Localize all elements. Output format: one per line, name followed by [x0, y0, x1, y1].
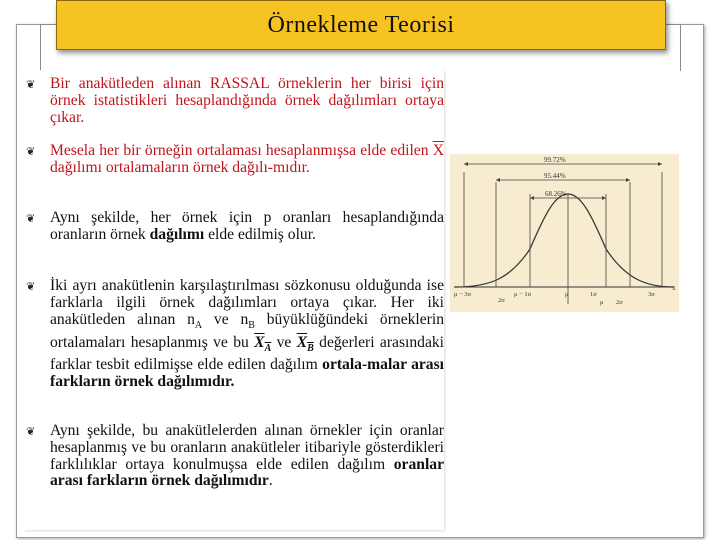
tick-2sigma-left: 2σ	[498, 297, 505, 304]
pct-9544-label: 95.44%	[544, 172, 566, 180]
bullet-1	[24, 76, 444, 126]
bullet-icon: ❦	[26, 426, 36, 438]
bullet-icon: ❦	[26, 79, 36, 91]
content-panel	[24, 70, 444, 530]
xb-bar-symbol: $X_B$	[296, 333, 314, 354]
bullet-1-text: Bir anakütleden alınan RASSAL örneklerin her birisi için örnek istatistikleri hesaplandığında örnek dağılımları ortaya çıkar.	[50, 75, 444, 126]
bullet-4	[24, 278, 444, 391]
bullet-2	[24, 143, 444, 177]
tick-1sigma: 1σ	[590, 291, 597, 298]
tick-mu-minus-3sigma: μ − 3σ	[454, 291, 472, 298]
normal-distribution-figure	[450, 154, 679, 312]
tick-mu: μ	[565, 291, 569, 298]
bullet-5	[24, 423, 444, 490]
xa-bar-symbol: $X_A$	[254, 333, 272, 354]
bell-curve	[455, 194, 674, 287]
tick-mu-minus-1sigma: μ − 1σ	[514, 291, 532, 298]
slide-title: Örnekleme Teorisi	[267, 11, 455, 38]
title-bracket-left	[40, 24, 55, 71]
tick-mu-bottom: μ	[600, 299, 604, 306]
bullet-icon: ❦	[26, 213, 36, 225]
bullet-5-text: Aynı şekilde, bu anakütlelerden alınan örnekler için oranlar hesaplanmış ve bu oranların anakütleler itibariyle gösterdikleri farklılıklar ortaya konulmuşsa elde edilen dağılım oranlar arası farkların örnek dağılımıdır.	[50, 422, 444, 490]
normal-curve-svg	[450, 154, 679, 312]
bullet-4-text: İki ayrı anakütlenin karşılaştırılması sözkonusu olduğunda ise farklarla ilgili örnek dağılımları ortaya çıkar. Her iki anakütleden alınan $n_A$ ve $n_B$ büyüklüğündeki örneklerin ortalamaları hesaplanmış ve bu $X_A$ ve $X_B$ değerleri arasındaki farklar tesbit edilmişse elde edilen dağılım ortala-malar arası farkların örnek dağılımıdır.	[50, 277, 445, 391]
tick-3sigma: 3σ	[648, 291, 655, 298]
bullet-2-text: Mesela her bir örneğin ortalaması hesaplanmışsa elde edilen $\overline{X}$ dağılımı ortalamaların örnek dağılı-mıdır.	[50, 142, 444, 176]
tick-2sigma-right: 2σ	[616, 299, 623, 306]
title-banner	[56, 0, 666, 50]
x-axis-label: x	[672, 284, 676, 292]
bullet-icon: ❦	[26, 281, 36, 293]
xbar-symbol: $\overline{X}$	[432, 142, 444, 159]
bullet-3	[24, 210, 444, 244]
pct-6826-label: 68.26%	[545, 190, 567, 198]
title-bracket-right	[666, 24, 681, 71]
bullet-3-text: Aynı şekilde, her örnek için p oranları hesaplandığında oranların örnek dağılımı elde edilmiş olur.	[50, 209, 444, 243]
pct-9972-label: 99.72%	[544, 156, 566, 164]
bullet-icon: ❦	[26, 146, 36, 158]
